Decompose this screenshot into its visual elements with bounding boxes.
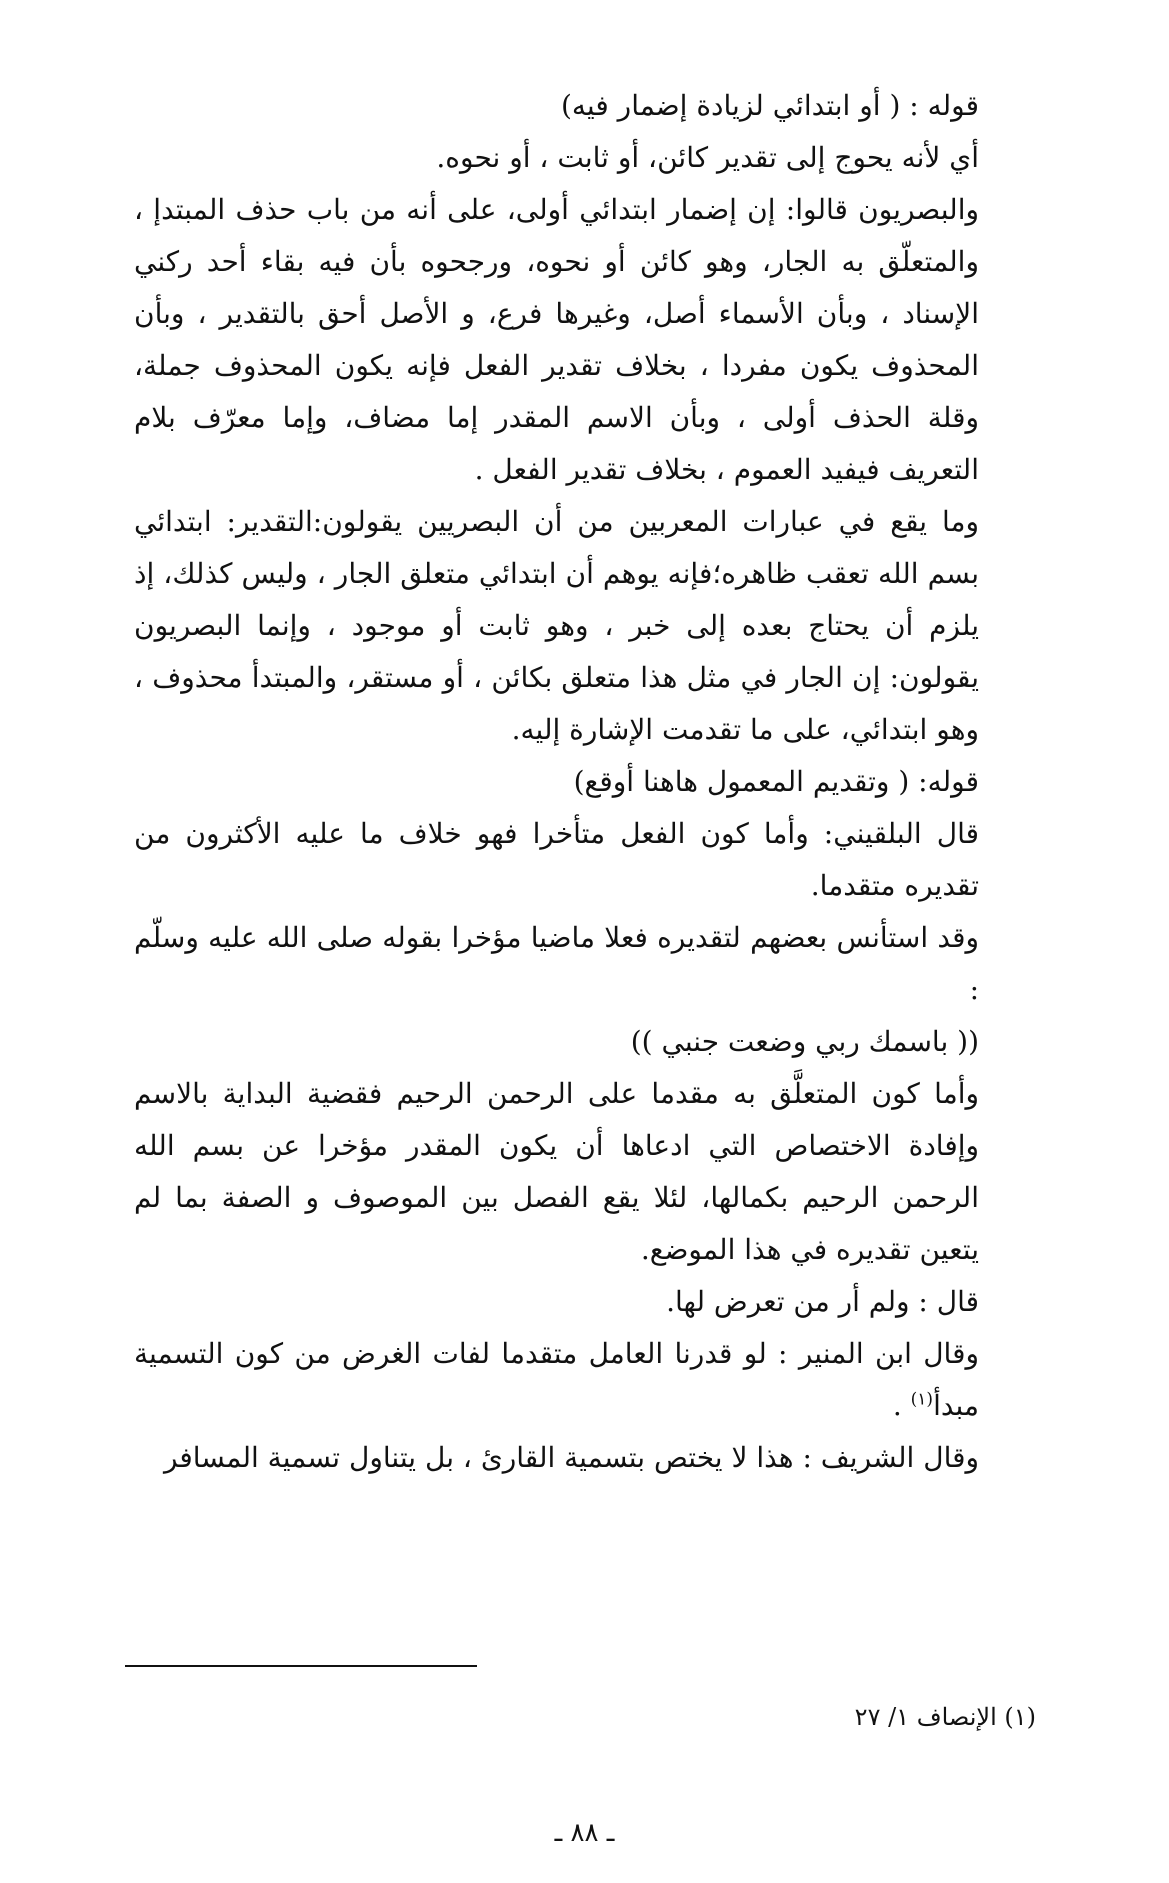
paragraph-2: أي لأنه يحوج إلى تقدير كائن، أو ثابت ، أو نحوه. (436, 141, 979, 174)
paragraph-8: (( باسمك ربي وضعت جنبي )) (630, 1025, 979, 1058)
footnote: (١) الإنصاف ١/ ٢٧ (854, 1703, 1036, 1731)
page-body (134, 80, 1039, 1484)
paragraph-11-tail: . (892, 1389, 911, 1422)
paragraph-10: قال : ولم أر من تعرض لها. (666, 1285, 979, 1318)
paragraph-11-text: وقال ابن المنير : لو قدرنا العامل متقدما لفات الغرض من كون التسمية مبدأ (134, 1337, 979, 1422)
paragraph-11 (134, 1328, 1039, 1432)
paragraph-5: قوله: ( وتقديم المعمول هاهنا أوقع) (573, 765, 979, 798)
paragraph-4: وما يقع في عبارات المعربين من أن البصريين يقولون:التقدير: ابتدائي بسم الله تعقب ظاهره؛فإنه يوهم أن ابتدائي متعلق الجار ، وليس كذلك، إذ يلزم أن يحتاج بعده إلى خبر ، وهو ثابت أو موجود ، وإنما البصريون يقولون: إن الجار في مثل هذا متعلق بكائن ، أو مستقر، والمبتدأ محذوف ، وهو ابتدائي، على ما تقدمت الإشارة إليه. (134, 505, 980, 746)
paragraph-6: قال البلقيني: وأما كون الفعل متأخرا فهو خلاف ما عليه الأكثرون من تقديره متقدما. (134, 817, 979, 902)
paragraph-1: قوله : ( أو ابتدائي لزيادة إضمار فيه) (561, 89, 979, 122)
paragraph-7: وقد استأنس بعضهم لتقديره فعلا ماضيا مؤخرا بقوله صلى الله عليه وسلّم : (134, 921, 979, 1006)
paragraph-9: وأما كون المتعلَّق به مقدما على الرحمن الرحيم فقضية البداية بالاسم وإفادة الاختصاص التي ادعاها أن يكون المقدر مؤخرا عن بسم الله الرحمن الرحيم بكمالها، لئلا يقع الفصل بين الموصوف و الصفة بما لم يتعين تقديره في هذا الموضع. (134, 1077, 979, 1266)
paragraph-3: والبصريون قالوا: إن إضمار ابتدائي أولى، على أنه من باب حذف المبتدإ ، والمتعلّق به الجار، وهو كائن أو نحوه، ورجحوه بأن فيه بقاء أحد ركني الإسناد ، وبأن الأسماء أصل، وغيرها فرع، و الأصل أحق بالتقدير ، وبأن المحذوف يكون مفردا ، بخلاف تقدير الفعل فإنه يكون المحذوف جملة، وقلة الحذف أولى ، وبأن الاسم المقدر إما مضاف، وإما معرّف بلام التعريف فيفيد العموم ، بخلاف تقدير الفعل . (134, 193, 979, 486)
footnote-divider (125, 1665, 477, 1667)
page-number: ـ ٨٨ ـ (554, 1818, 615, 1848)
paragraph-12: وقال الشريف : هذا لا يختص بتسمية القارئ ، بل يتناول تسمية المسافر (163, 1441, 979, 1474)
footnote-marker: (١) (910, 1389, 934, 1410)
